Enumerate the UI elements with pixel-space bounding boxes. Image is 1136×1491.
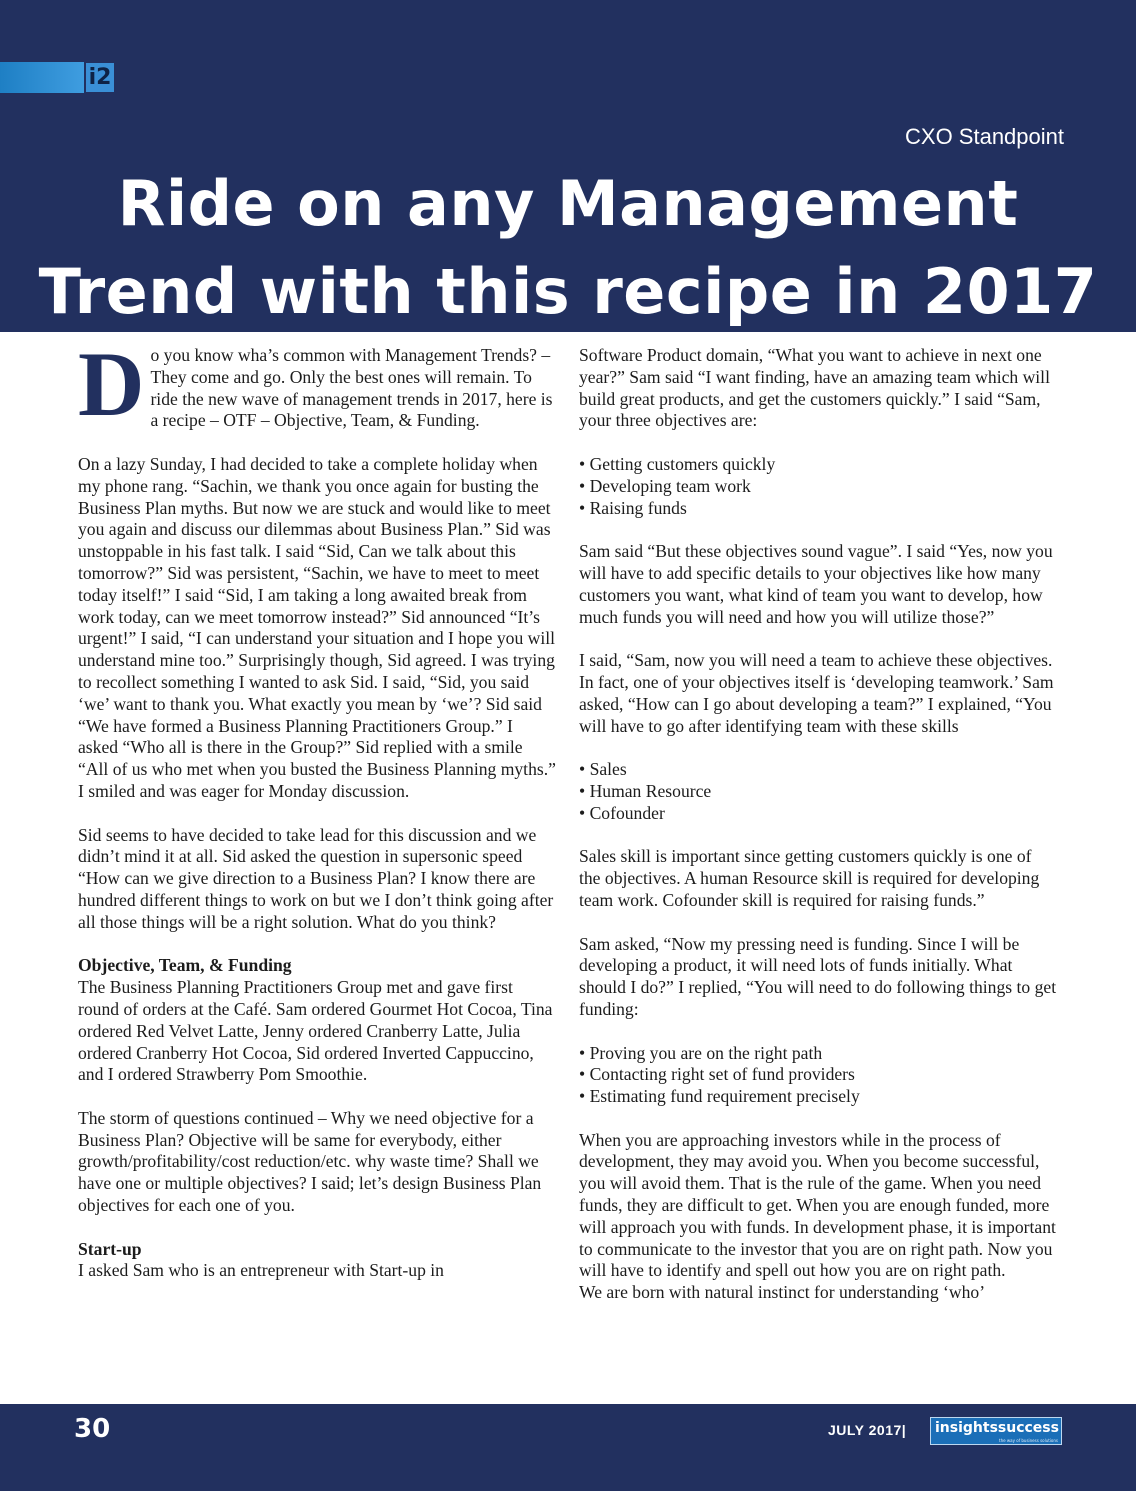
paragraph: The storm of questions continued – Why we need objective for a Business Plan? Objective will be same for everybody, either growth/profitability/cost reduction/etc. why waste time? Shall we have one or multiple objectives? I said; let’s design Business Plan objectives for each one of you. xyxy=(78,1107,542,1216)
brand-tagline: the way of business solutions xyxy=(999,1438,1058,1443)
list-item: • Human Resource xyxy=(579,781,1057,803)
section-label: CXO Standpoint xyxy=(905,124,1064,149)
paragraph: Software Product domain, “What you want to achieve in next one year?” Sam said “I want finding, have an amazing team which will build great products, and get the customers quickly.” I said “Sam, your three objectives are: xyxy=(579,345,1050,431)
paragraph: The Business Planning Practitioners Group met and gave first round of orders at the Café. Sam ordered Gourmet Hot Cocoa, Tina ordered Red Velvet Latte, Jenny ordered Cranberry Latte, Julia ordered Cranberry Hot Cocoa, Sid ordered Inverted Cappuccino, and I ordered Strawberry Pom Smoothie. xyxy=(78,977,553,1085)
objectives-list xyxy=(579,454,1057,519)
left-column xyxy=(78,333,556,1282)
brand-logo xyxy=(930,1417,1062,1445)
intro-text: o you know wha’s common with Management Trends? – They come and go. Only the best ones will remain. To ride the new wave of management trends in 2017, here is a recipe – OTF – Objective, Team, & Funding. xyxy=(150,345,553,431)
paragraph: I said, “Sam, now you will need a team to achieve these objectives. In fact, one of your objectives itself is ‘developing teamwork.’ Sam asked, “How can I go about developing a team?” I explained, “You will have to go after identifying team with these skills xyxy=(579,650,1054,736)
paragraph: We are born with natural instinct for understanding ‘who’ xyxy=(579,1282,986,1303)
funding-steps-list xyxy=(579,1043,1057,1108)
paragraph: Sam said “But these objectives sound vague”. I said “Yes, now you will have to add specific details to your objectives like how many customers you want, what kind of team you want to develop, how much funds you will need and how you will utilize those?” xyxy=(579,541,1053,627)
subheading-objective-team-funding: Objective, Team, & Funding xyxy=(78,955,292,976)
list-item: • Proving you are on the right path xyxy=(579,1043,1057,1065)
paragraph: On a lazy Sunday, I had decided to take a complete holiday when my phone rang. “Sachin, we thank you once again for busting the Business Plan myths. But now we are stuck and would like to meet you again and discuss our dilemmas about Business Plan.” Sid was unstoppable in his fast talk. I said “Sid, Can we talk about this tomorrow?” Sid was persistent, “Sachin, we have to meet to meet today itself!” I said “Sid, I am taking a long awaited break from work today, can we meet tomorrow instead?” Sid announced “It’s urgent!” I said, “I can understand your situation and I hope you will understand mine too.” Surprisingly though, Sid agreed. I was trying to recollect something I wanted to ask Sid. I said, “Sid, you said ‘we’ want to thank you. What exactly you mean by ‘we’? Sid said “We have formed a Business Planning Practitioners Group.” I asked “Who all is there in the Group?” Sid replied with a smile “All of us who met when you busted the Business Planning myths.” I smiled and was eager for Monday discussion. xyxy=(78,453,556,801)
header-accent-bar xyxy=(0,62,84,93)
list-item: • Getting customers quickly xyxy=(579,454,1057,476)
paragraph: Sam asked, “Now my pressing need is funding. Since I will be developing a product, it will need lots of funds initially. What should I do?” I replied, “You will need to do following things to get funding: xyxy=(579,933,1057,1019)
page-number: 30 xyxy=(74,1414,111,1444)
paragraph: When you are approaching investors while in the process of development, they may avoid you. When you become successful, you will avoid them. That is the rule of the game. When you need funds, they are difficult to get. When you are enough funded, more will approach you with funds. In development phase, it is important to communicate to the investor that you are on right path. Now you will have to identify and spell out how you are on right path. xyxy=(579,1129,1056,1281)
article-title-line-1: Ride on any Management xyxy=(117,167,1019,240)
skills-list xyxy=(579,759,1057,824)
list-item: • Developing team work xyxy=(579,476,1057,498)
intro-paragraph xyxy=(78,333,556,435)
paragraph: I asked Sam who is an entrepreneur with Start-up in xyxy=(78,1260,444,1281)
paragraph: Sid seems to have decided to take lead for this discussion and we didn’t mind it at all. Sid asked the question in supersonic speed “How can we give direction to a Business Plan? I know there are hundred different things to work on but we I don’t think going after all those things will be a right solution. What do you think? xyxy=(78,824,554,932)
list-item: • Cofounder xyxy=(579,803,1057,825)
list-item: • Raising funds xyxy=(579,498,1057,520)
brand-logo-text: insightssuccess xyxy=(935,1420,1059,1436)
list-item: • Contacting right set of fund providers xyxy=(579,1064,1057,1086)
issue-date: JULY 2017| xyxy=(828,1422,907,1438)
subheading-start-up: Start-up xyxy=(78,1238,142,1259)
right-column xyxy=(579,345,1057,1304)
paragraph: Sales skill is important since getting customers quickly is one of the objectives. A human Resource skill is required for developing team work. Cofounder skill is required for raising funds.” xyxy=(579,846,1040,910)
list-item: • Sales xyxy=(579,759,1057,781)
magazine-logo-mark: i2 xyxy=(86,63,114,92)
list-item: • Estimating fund requirement precisely xyxy=(579,1086,1057,1108)
article-title xyxy=(0,160,1136,336)
drop-cap: D xyxy=(78,333,145,435)
article-title-line-2: Trend with this recipe in 2017 xyxy=(38,255,1098,328)
